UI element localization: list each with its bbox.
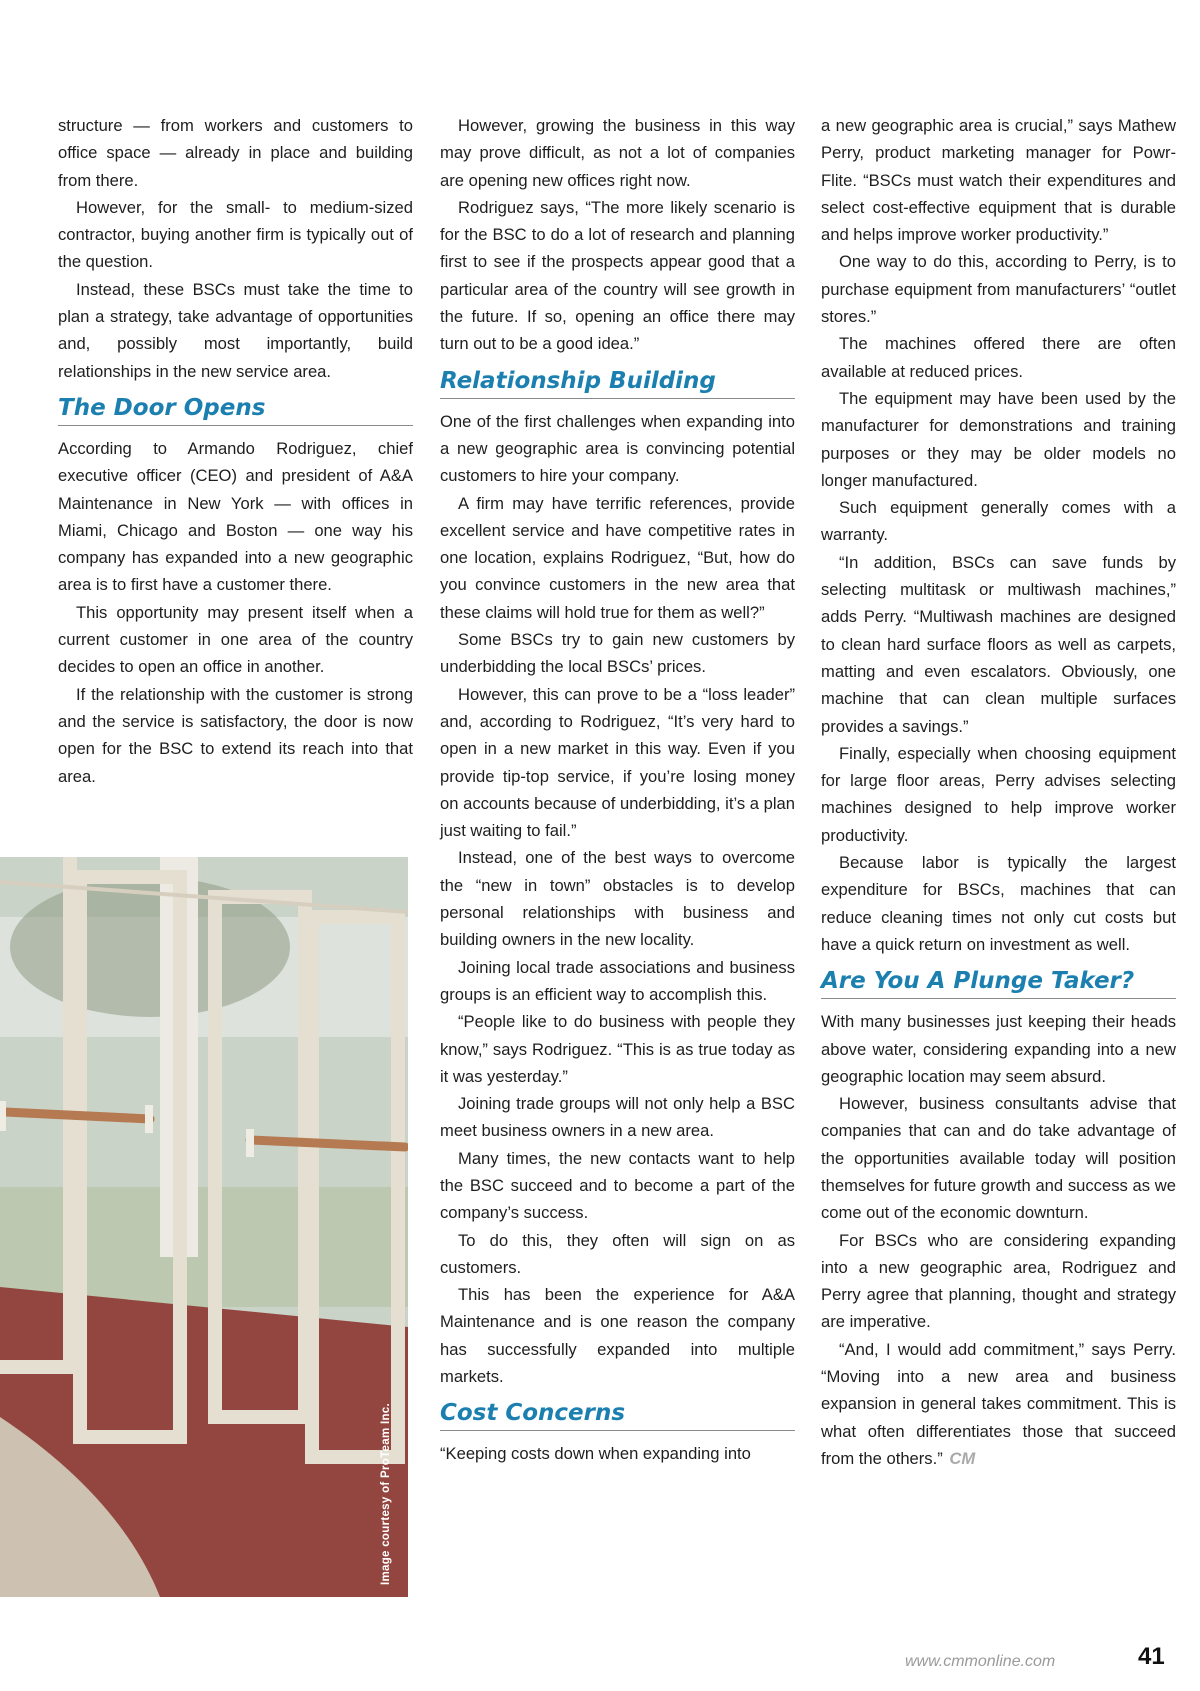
section-heading-door-opens: The Door Opens [58, 393, 413, 426]
paragraph: One of the first challenges when expanding into a new geographic area is convincing potential customers to hire your company. [440, 411, 795, 486]
paragraph: Joining trade groups will not only help a BSC meet business owners in a new area. [440, 1094, 795, 1141]
paragraph: With many businesses just keeping their heads above water, considering expanding into a new geographic location may seem absurd. [821, 1012, 1176, 1086]
paragraph: Joining local trade associations and business groups is an efficient way to accomplish this. [440, 957, 795, 1004]
paragraph: Such equipment generally comes with a warranty. [821, 498, 1176, 545]
paragraph: However, this can prove to be a “loss leader” and, according to Rodriguez, “It’s very hard to open in a new market in this way. Even if you provide tip-top service, if you’re losing money on accounts because of underbidding, it’s a plan just waiting to fail.” [440, 684, 795, 841]
paragraph: To do this, they often will sign on as customers. [440, 1230, 795, 1277]
section-heading-plunge-taker: Are You A Plunge Taker? [821, 966, 1176, 999]
paragraph: Some BSCs try to gain new customers by underbidding the local BSCs’ prices. [440, 630, 795, 677]
footer-url: www.cmmonline.com [905, 1653, 1056, 1670]
paragraph: However, business consultants advise that companies that can and do take advantage of the opportunities available today will position themselves for future growth and success as we come out of the economic downturn. [821, 1094, 1176, 1223]
section-heading-relationship-building: Relationship Building [440, 366, 795, 399]
paragraph: One way to do this, according to Perry, is to purchase equipment from manufacturers’ “outlet stores.” [821, 252, 1176, 327]
paragraph: The equipment may have been used by the manufacturer for demonstrations and training purposes or they may be older models no longer manufactured. [821, 388, 1176, 490]
paragraph: Because labor is typically the largest expenditure for BSCs, machines that can reduce cleaning times not only cut costs but have a quick return on investment as well. [821, 853, 1176, 954]
paragraph: However, for the small- to medium-sized contractor, buying another firm is typically out of the question. [58, 197, 413, 272]
article-column-1 [58, 112, 413, 790]
paragraph-last [821, 1336, 1176, 1472]
paragraph: Instead, one of the best ways to overcome the “new in town” obstacles is to develop personal relationships with business and building owners in the new locality. [440, 848, 795, 950]
paragraph: Rodriguez says, “The more likely scenario is for the BSC to do a lot of research and planning first to see if the prospects appear good that a particular area of the country will see growth in the future. If so, opening an office there may turn out to be a good idea.” [440, 197, 795, 354]
paragraph: However, growing the business in this way may prove difficult, as not a lot of companies are opening new offices right now. [440, 116, 795, 190]
article-column-2 [440, 112, 795, 1468]
paragraph: The machines offered there are often available at reduced prices. [821, 334, 1176, 381]
paragraph: Finally, especially when choosing equipment for large floor areas, Perry advises selecting machines designed to help improve worker productivity. [821, 743, 1176, 845]
paragraph: Many times, the new contacts want to help the BSC succeed and to become a part of the company’s success. [440, 1148, 795, 1223]
paragraph: This has been the experience for A&A Maintenance and is one reason the company has successfully expanded into multiple markets. [440, 1285, 795, 1387]
page-number: 41 [1138, 1643, 1165, 1670]
paragraph: According to Armando Rodriguez, chief executive officer (CEO) and president of A&A Maintenance in New York — with offices in Miami, Chicago and Boston — one way his company has expanded into a new geographic area is to first have a customer there. [58, 438, 413, 595]
paragraph: “In addition, BSCs can save funds by selecting multitask or multiwash machines,” adds Perry. “Multiwash machines are designed to clean hard surface floors as well as carpets, matting and even escalators. Obviously, one machine that can clean multiple surfaces provides a savings.” [821, 552, 1176, 736]
section-heading-cost-concerns: Cost Concerns [440, 1398, 795, 1431]
photo-credit: Image courtesy of ProTeam Inc. [380, 1403, 392, 1585]
paragraph: For BSCs who are considering expanding into a new geographic area, Rodriguez and Perry agree that planning, thought and strategy are imperative. [821, 1230, 1176, 1332]
paragraph: “Keeping costs down when expanding into [440, 1444, 751, 1464]
paragraph: a new geographic area is crucial,” says Mathew Perry, product marketing manager for Powr-Flite. “BSCs must watch their expenditures and select cost-effective equipment that is durable and helps improve worker productivity.” [821, 116, 1176, 245]
paragraph: A firm may have terrific references, provide excellent service and have competitive rates in one location, explains Rodriguez, “But, how do you convince customers in the new area that these claims will hold true for them as well?” [440, 493, 795, 622]
paragraph: Instead, these BSCs must take the time to plan a strategy, take advantage of opportunities and, possibly most importantly, build relationships in the new service area. [58, 279, 413, 381]
article-column-3 [821, 112, 1176, 1472]
paragraph: structure — from workers and customers to office space — already in place and building from there. [58, 116, 413, 190]
paragraph: This opportunity may present itself when a current customer in one area of the country decides to open an office in another. [58, 602, 413, 677]
article-photo [0, 857, 408, 1597]
last-paragraph-text: “And, I would add commitment,” says Perry. “Moving into a new area and business expansion in general takes commitment. This is what often differentiates those that succeed from the others.” [821, 1339, 1176, 1468]
end-mark: CM [949, 1448, 976, 1468]
glass-doors-icon [0, 857, 408, 1597]
paragraph: If the relationship with the customer is strong and the service is satisfactory, the door is now open for the BSC to extend its reach into that area. [58, 684, 413, 786]
paragraph: “People like to do business with people they know,” says Rodriguez. “This is as true today as it was yesterday.” [440, 1012, 795, 1086]
